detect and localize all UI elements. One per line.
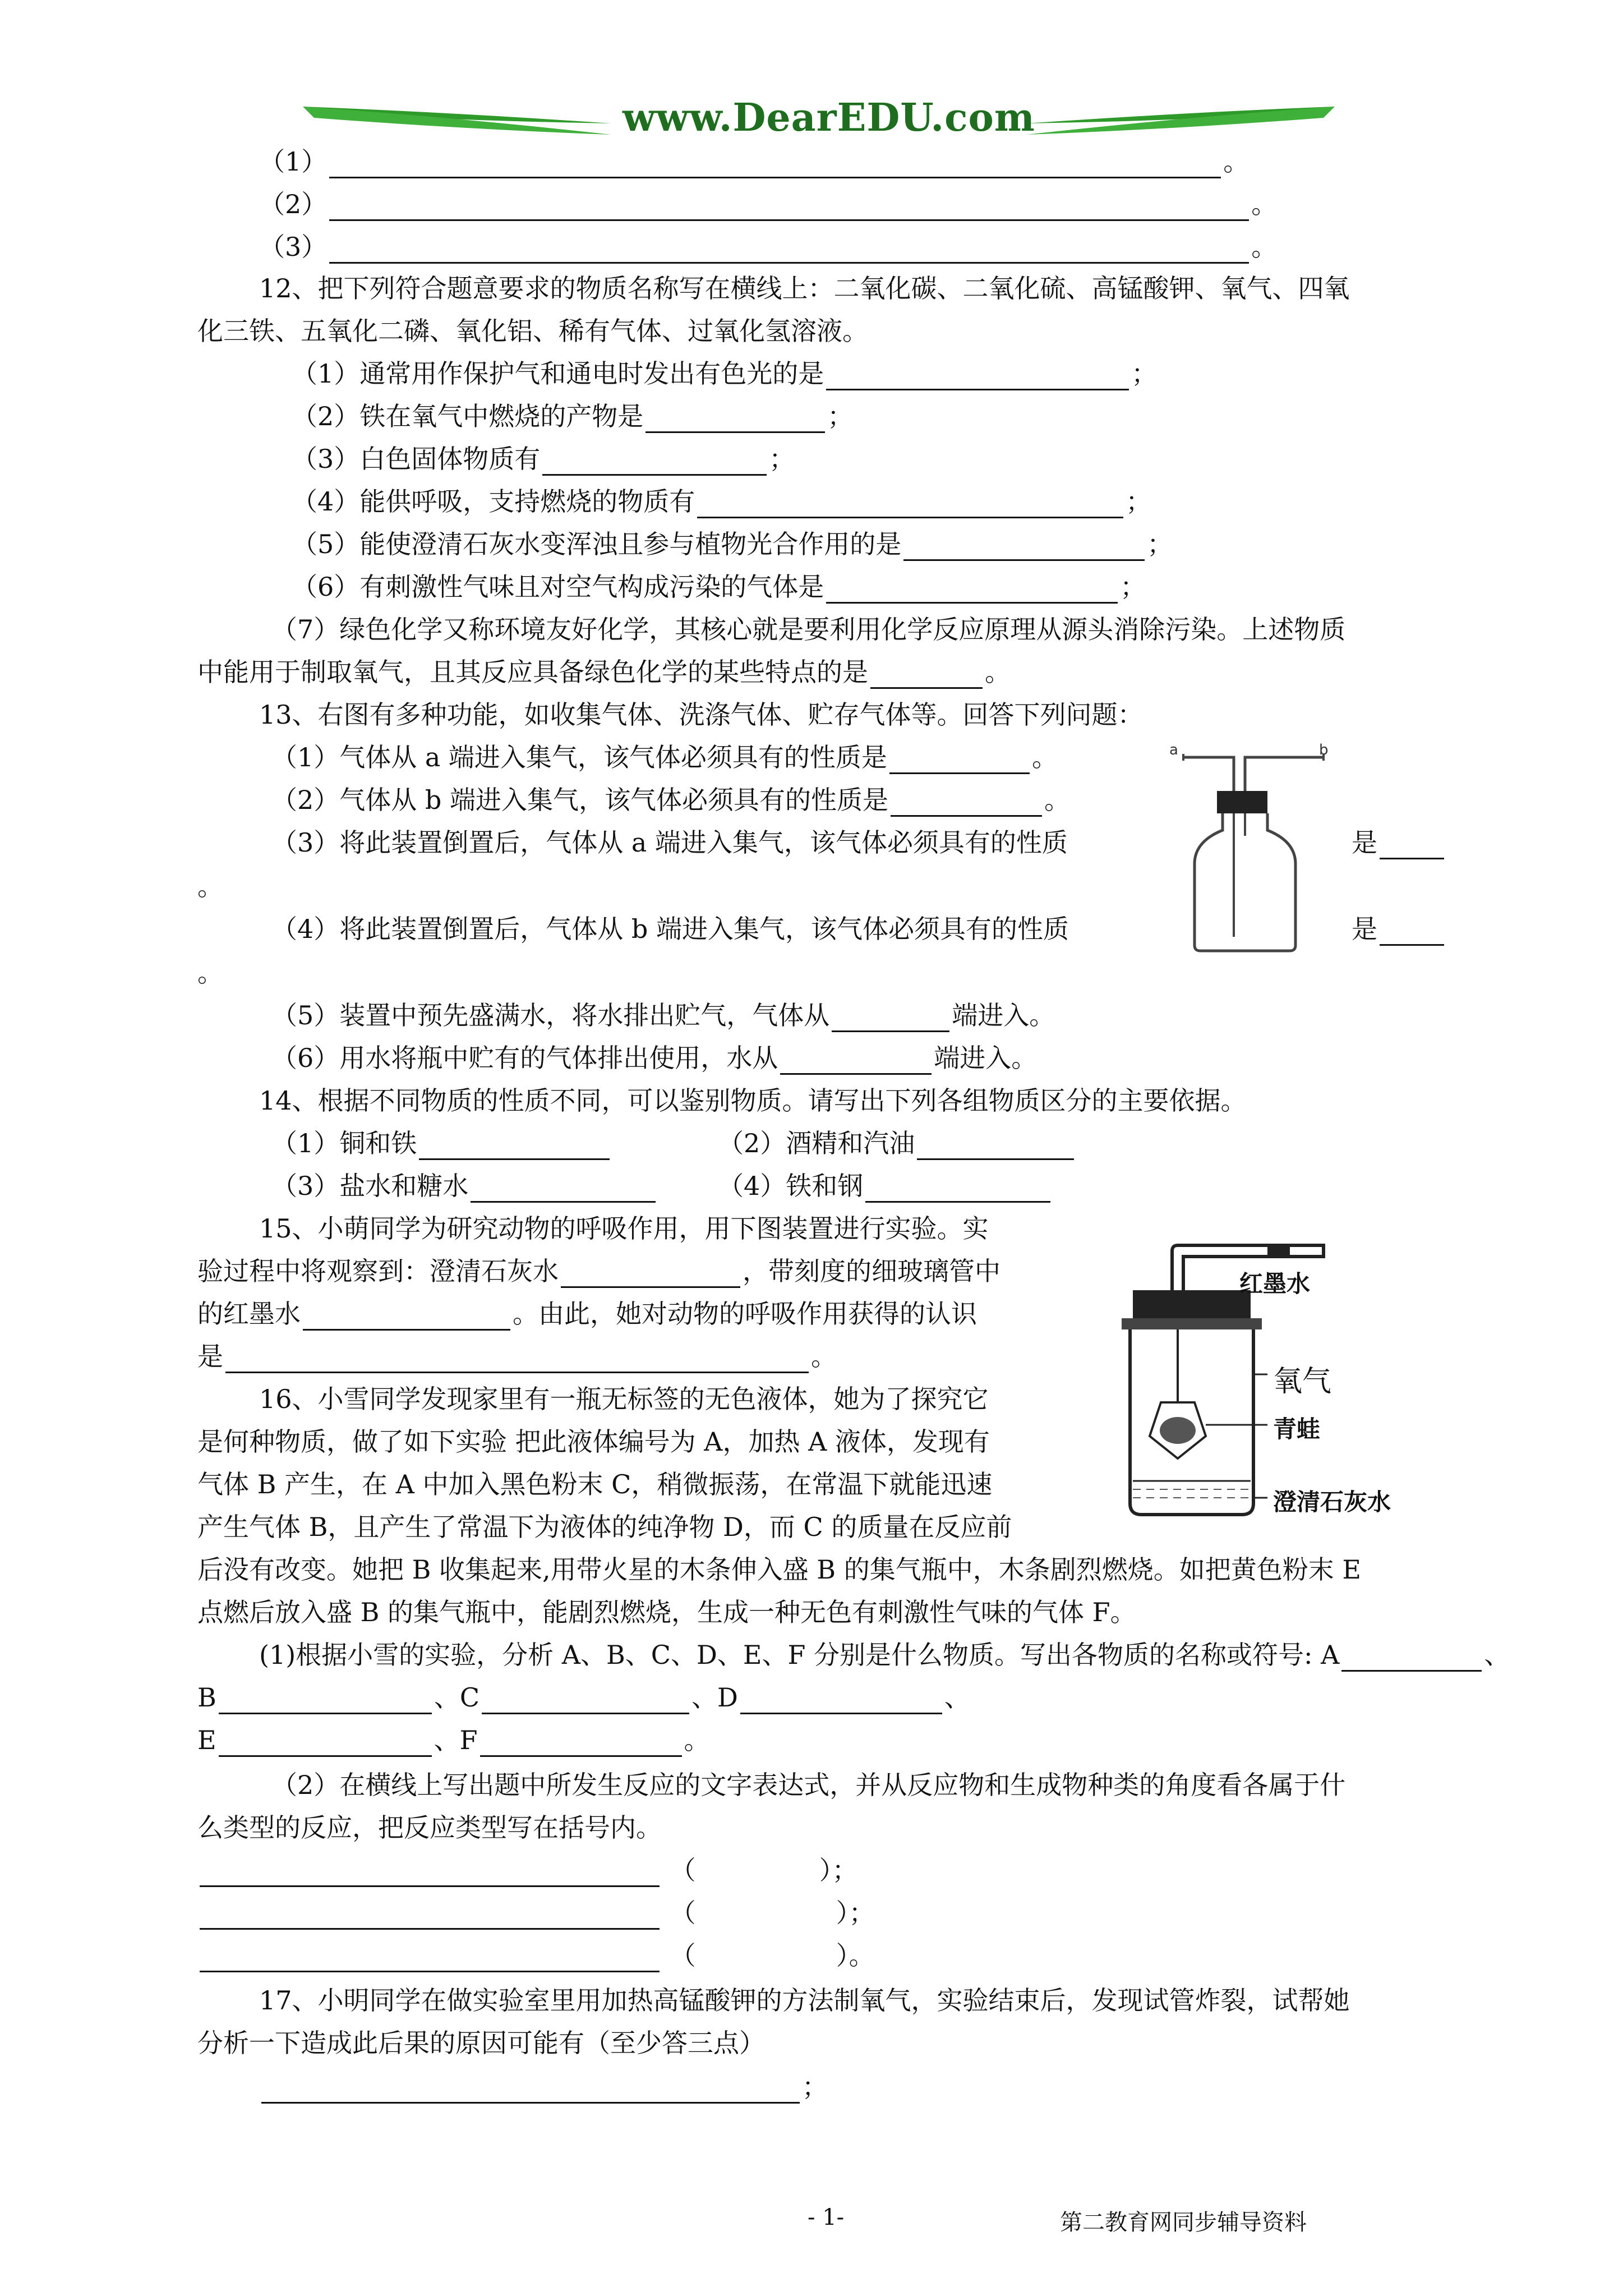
q14-item-4: （4）铁和钢 [718, 1169, 1053, 1203]
answer-blank[interactable] [889, 748, 1030, 774]
answer-blank-a[interactable] [1341, 1645, 1482, 1672]
q13-item-4: （4）将此装置倒置后，气体从 b 端进入集气，该气体必须具有的性质 [271, 914, 1069, 944]
port-b-label: b [1319, 742, 1329, 758]
answer-blank[interactable] [826, 577, 1118, 604]
q13-item-3: （3）将此装置倒置后，气体从 a 端进入集气，该气体必须具有的性质 [271, 827, 1068, 858]
answer-blank[interactable] [891, 790, 1042, 817]
q13-intro: 13、右图有多种功能，如收集气体、洗涤气体、贮存气体等。回答下列问题： [259, 700, 1144, 730]
q16-reaction-3: （ ）。 [197, 1939, 875, 1972]
q13-item-1: （1）气体从 a 端进入集气，该气体必须具有的性质是 。 [271, 740, 1058, 774]
gas-bottle-figure [1161, 746, 1352, 959]
q12-item-6: （6）有刺激性气味且对空气构成污染的气体是 ； [292, 570, 1146, 604]
q14-intro: 14、根据不同物质的性质不同，可以鉴别物质。请写出下列各组物质区分的主要依据。 [259, 1085, 1247, 1116]
answer-blank[interactable] [471, 1176, 656, 1203]
port-a-label: a [1169, 742, 1178, 758]
q16-line-5: 后没有改变。她把 B 收集起来,用带火星的木条伸入盛 B 的集气瓶中，木条剧烈燃烧。如把黄色粉末 E [197, 1554, 1361, 1585]
answer-blank[interactable] [865, 1176, 1050, 1203]
answer-blank[interactable] [225, 1347, 809, 1373]
q16-line-2: 是何种物质，做了如下实验 把此液体编号为 A，加热 A 液体，发现有 [197, 1427, 990, 1457]
header-site-logo: www.DearEDU.com [623, 95, 1035, 140]
q17-line-2: 分析一下造成此后果的原因可能有（至少答三点） [197, 2028, 765, 2058]
q16-part-1-ef: E 、F 。 [197, 1723, 710, 1757]
q13-item-3-period: 。 [197, 871, 223, 901]
q16-part-1: (1)根据小雪的实验，分析 A、B、C、D、E、F 分别是什么物质。写出各物质的名称或符号: A 、 [259, 1638, 1510, 1672]
q12-item-2: （2）铁在氧气中燃烧的产物是 ； [292, 399, 853, 433]
q12-item-3: （3）白色固体物质有 ； [292, 442, 795, 476]
q15-line-4: 是 。 [197, 1340, 837, 1373]
answer-blank-f[interactable] [480, 1731, 682, 1757]
answer-blank[interactable] [200, 1903, 660, 1930]
q15-line-3: 的红墨水 。由此，她对动物的呼吸作用获得的认识 [197, 1297, 977, 1331]
q13-item-2: （2）气体从 b 端进入集气，该气体必须具有的性质是 。 [271, 783, 1070, 817]
q12-item-7-line-2: 中能用于制取氧气，且其反应具备绿色化学的某些特点的是 。 [197, 655, 1011, 689]
q15-line-1: 15、小萌同学为研究动物的呼吸作用，用下图装置进行实验。实 [259, 1213, 989, 1244]
q16-line-3: 气体 B 产生，在 A 中加入黑色粉末 C，稍微振荡，在常温下就能迅速 [197, 1469, 993, 1499]
q17-answer: ； [259, 2070, 828, 2104]
answer-blank[interactable] [870, 662, 983, 689]
q11-line-2: （2） 。 [259, 187, 1277, 221]
q15-line-2: 验过程中将观察到：澄清石灰水 ，带刻度的细玻璃管中 [197, 1254, 1000, 1288]
answer-blank[interactable] [697, 492, 1123, 518]
q12-item-4: （4）能供呼吸，支持燃烧的物质有 ； [292, 485, 1151, 518]
answer-blank[interactable] [832, 1006, 949, 1032]
q12-intro-2: 化三铁、五氧化二磷、氧化铝、稀有气体、过氧化氢溶液。 [197, 316, 868, 346]
answer-blank[interactable] [329, 195, 1249, 221]
q13-item-4-period: 。 [197, 958, 223, 988]
answer-blank[interactable] [780, 1048, 932, 1075]
q16-line-4: 产生气体 B，且产生了常温下为液体的纯净物 D，而 C 的质量在反应前 [197, 1512, 1012, 1542]
answer-blank-b[interactable] [219, 1688, 432, 1714]
q14-item-2: （2）酒精和汽油 [718, 1126, 1076, 1160]
answer-blank[interactable] [329, 237, 1249, 264]
q16-reaction-2: （ ）； [197, 1896, 875, 1930]
q12-item-1: （1）通常用作保护气和通电时发出有色光的是 ； [292, 357, 1157, 390]
q13-item-6: （6）用水将瓶中贮有的气体排出使用，水从 端进入。 [271, 1041, 1037, 1075]
answer-blank[interactable] [826, 364, 1129, 390]
fig-label-red-ink: 红墨水 [1239, 1270, 1311, 1297]
answer-blank[interactable] [1380, 833, 1444, 859]
q16-line-6: 点燃后放入盛 B 的集气瓶中，能剧烈燃烧，生成一种无色有刺激性气味的气体 F。 [197, 1597, 1136, 1627]
q13-item-5: （5）装置中预先盛满水，将水排出贮气，气体从 端进入。 [271, 999, 1055, 1032]
answer-blank[interactable] [200, 1861, 660, 1887]
answer-blank[interactable] [419, 1134, 610, 1160]
q16-line-1: 16、小雪同学发现家里有一瓶无标签的无色液体，她为了探究它 [259, 1384, 989, 1414]
q16-part-1-bcd: B 、C 、D 、 [197, 1681, 970, 1714]
fig-label-oxygen: 氧气 [1273, 1365, 1332, 1398]
q16-reaction-1: （ ）； [197, 1853, 858, 1887]
q11-line-3: （3） 。 [259, 230, 1277, 264]
footer-source: 第二教育网同步辅导资料 [1060, 2210, 1307, 2235]
answer-blank-c[interactable] [482, 1688, 689, 1714]
q13-item-4-tail: 是 [1352, 912, 1446, 946]
q11-line-1: （1） 。 [259, 145, 1249, 178]
answer-blank[interactable] [303, 1304, 510, 1331]
answer-blank[interactable] [561, 1262, 740, 1288]
answer-blank[interactable] [542, 449, 767, 476]
fig-label-limewater: 澄清石灰水 [1273, 1488, 1391, 1516]
q16-part-2-line-1: （2）在横线上写出题中所发生反应的文字表达式，并从反应物和生成物种类的角度看各属于什 [271, 1770, 1346, 1800]
answer-blank-d[interactable] [740, 1688, 942, 1714]
q12-item-5: （5）能使澄清石灰水变浑浊且参与植物光合作用的是 ； [292, 527, 1173, 561]
q17-line-1: 17、小明同学在做实验室里用加热高锰酸钾的方法制氧气，实验结束后，发现试管炸裂，试帮她 [259, 1985, 1350, 2016]
answer-blank[interactable] [1380, 919, 1444, 946]
answer-blank[interactable] [200, 1946, 660, 1972]
answer-blank[interactable] [645, 407, 825, 433]
q14-item-1: （1）铜和铁 [271, 1126, 612, 1160]
fig-label-frog: 青蛙 [1273, 1415, 1321, 1443]
answer-blank[interactable] [903, 535, 1145, 561]
q13-item-3-tail: 是 [1352, 826, 1446, 859]
q16-part-2-line-2: 么类型的反应，把反应类型写在括号内。 [197, 1812, 662, 1843]
q14-item-3: （3）盐水和糖水 [271, 1169, 658, 1203]
answer-blank[interactable] [917, 1134, 1074, 1160]
page-number: - 1- [808, 2205, 845, 2230]
q12-intro-1: 12、把下列符合题意要求的物质名称写在横线上：二氧化碳、二氧化硫、高锰酸钾、氧气、四氧 [259, 273, 1350, 303]
answer-blank[interactable] [329, 152, 1221, 178]
q12-item-7-line-1: （7）绿色化学又称环境友好化学，其核心就是要利用化学反应原理从源头消除污染。上述物质 [271, 614, 1346, 645]
answer-blank[interactable] [261, 2077, 800, 2104]
answer-blank-e[interactable] [219, 1731, 432, 1757]
